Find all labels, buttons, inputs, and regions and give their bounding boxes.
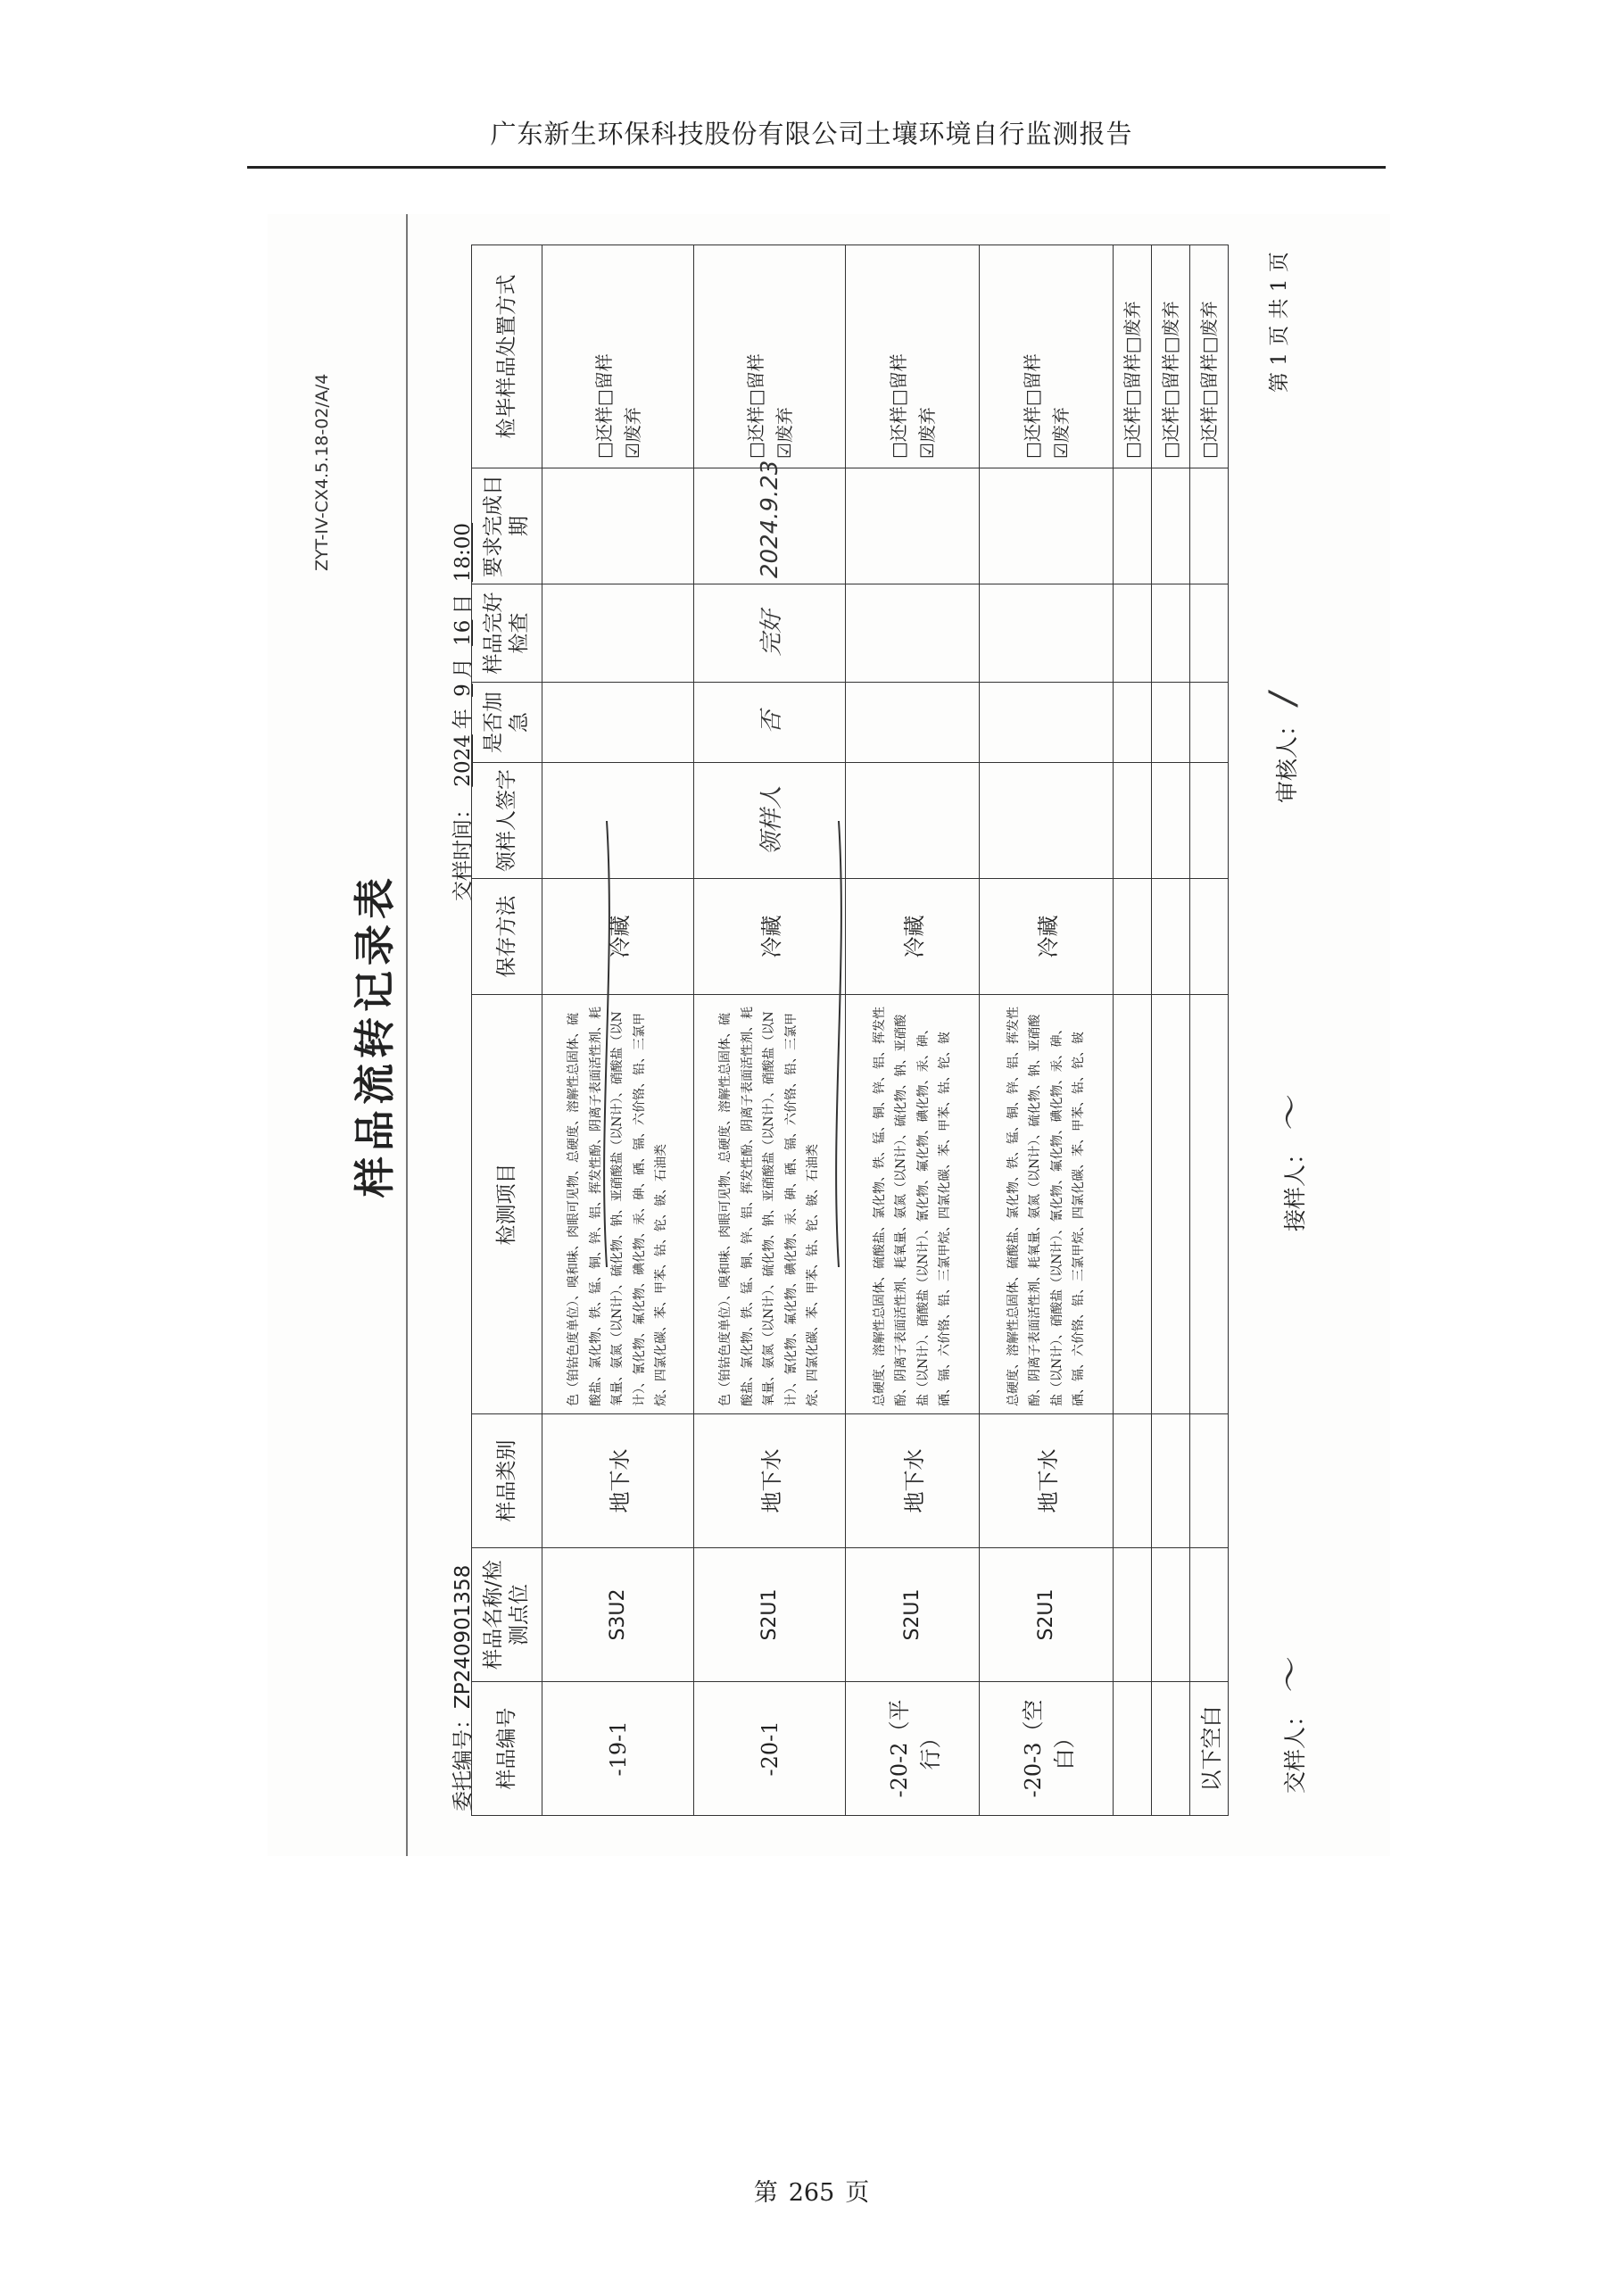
cell-name: S2U1 [980,1548,1114,1682]
footer-prefix: 第 [753,2179,778,2207]
cell-items: 色（铂钴色度单位）、嗅和味、肉眼可见物、总硬度、溶解性总固体、硫酸盐、氯化物、铁、锰、铜、锌、铝、挥发性酚、阴离子表面活性剂、耗氧量、氨氮（以N计）、硫化物、钠、亚硝酸盐（以N计）、硝酸盐（以N计）、氰化物、氟化物、碘化物、汞、砷、硒、镉、六价铬、铅、三氯甲烷、四氯化碳、苯、甲苯、钴、铊、铍、石油类 [542,995,694,1414]
disposal-discard: □废弃 [1160,301,1181,354]
header-name: 样品名称/检测点位 [472,1548,542,1682]
cell-due: 2024.9.23 [694,468,846,584]
receiver-signature-mark: 〜 [1271,1097,1312,1133]
sheet-rotated-content [268,214,1390,1856]
footer-number: 265 [788,2179,835,2207]
cell-empty [1190,584,1229,683]
cell-receiver [980,763,1114,879]
disposal-checked: ☑废弃 [915,407,938,459]
cell-type: 地下水 [694,1414,846,1548]
header-disposal: 检毕样品处置方式 [472,245,542,468]
header-urgent: 是否加急 [472,683,542,763]
disposal-options: □还样□留样 [1021,353,1043,459]
form-title: 样品流转记录表 [351,873,399,1198]
cell-empty [1114,683,1152,763]
table-row [1114,245,1152,1816]
disposal-checked: ☑废弃 [1049,407,1072,459]
table-row [1152,245,1190,1816]
header-storage: 保存方法 [472,879,542,995]
receiver-label: 接样人： [1282,1141,1308,1231]
deliverer-signature [1263,1660,1313,1794]
form-code: ZYT-IV-CX4.5.18-02/A/4 [312,373,332,571]
header-items: 检测项目 [472,995,542,1414]
cell-disposal [846,245,980,468]
cell-type: 地下水 [980,1414,1114,1548]
disposal-options: □还样□留样 [1122,353,1143,459]
cell-disposal [1190,245,1229,468]
cell-empty [1152,995,1190,1414]
cell-urgent [980,683,1114,763]
year-unit: 年 [451,709,475,730]
title-rule [406,214,408,1856]
cell-empty [1152,763,1190,879]
cell-empty [1114,584,1152,683]
brace-line [836,821,841,1267]
cell-empty [1114,468,1152,584]
disposal-options: □还样□留样 [887,353,909,459]
table-header-row [472,245,542,1816]
cell-urgent: 否 [694,683,846,763]
cell-sample-no: -20-3（空白） [980,1682,1114,1816]
cell-empty [1190,468,1229,584]
day-unit: 日 [451,593,475,615]
cell-receiver: 领样人 [694,763,846,879]
commission-label: 委托编号： [451,1709,475,1811]
page-footer [0,2173,1623,2208]
cell-name: S2U1 [846,1548,980,1682]
header-sample-no: 样品编号 [472,1682,542,1816]
cell-sample-no [1152,1682,1190,1816]
cell-storage: 冷藏 [694,879,846,995]
cell-items: 色（铂钴色度单位）、嗅和味、肉眼可见物、总硬度、溶解性总固体、硫酸盐、氯化物、铁、锰、铜、锌、铝、挥发性酚、阴离子表面活性剂、耗氧量、氨氮（以N计）、硫化物、钠、亚硝酸盐（以N计）、硝酸盐（以N计）、氰化物、氟化物、碘化物、汞、砷、硒、镉、六价铬、铅、三氯甲烷、四氯化碳、苯、甲苯、钴、铊、铍、石油类 [694,995,846,1414]
cell-sample-no: -19-1 [542,1682,694,1816]
disposal-options: □还样□留样 [1160,353,1181,459]
cell-due [846,468,980,584]
reviewer-label: 审核人： [1274,713,1300,803]
handover-year: 2024 [451,734,475,787]
cell-disposal [542,245,694,468]
cell-empty [1152,1548,1190,1682]
header-intact: 样品完好检查 [472,584,542,683]
cell-empty [1152,468,1190,584]
cell-disposal [1152,245,1190,468]
handover-label: 交样时间： [451,799,475,901]
sheet-page-number: 第 1 页 共 1 页 [1268,252,1291,393]
cell-intact [542,584,694,683]
cell-empty [1190,763,1229,879]
report-header: 广东新生环保科技股份有限公司土壤环境自行监测报告 [490,119,1133,149]
disposal-discard: □废弃 [1198,301,1220,354]
cell-empty [1190,879,1229,995]
cell-storage: 冷藏 [980,879,1114,995]
cell-sample-no [1114,1682,1152,1816]
cell-storage: 冷藏 [846,879,980,995]
cell-sample-no: 以下空白 [1190,1682,1229,1816]
cell-empty [1114,879,1152,995]
cell-empty [1152,683,1190,763]
disposal-checked: ☑废弃 [773,407,795,459]
handover-time-value: 18:00 [451,522,475,583]
handover-month: 9 [451,684,475,697]
cell-name: S2U1 [694,1548,846,1682]
cell-items: 总硬度、溶解性总固体、硫酸盐、氯化物、铁、锰、铜、锌、铝、挥发性酚、阴离子表面活性剂、耗氧量、氨氮（以N计）、硫化物、钠、亚硝酸盐（以N计）、硝酸盐（以N计）、氰化物、氟化物、碘化物、汞、砷、硒、镉、六价铬、铅、三氯甲烷、四氯化碳、苯、甲苯、钴、铊、铍 [980,995,1114,1414]
cell-disposal [694,245,846,468]
cell-type: 地下水 [846,1414,980,1548]
handover-day: 16 [451,619,475,646]
disposal-options: □还样□留样 [592,353,615,459]
receiver-signature [1263,1098,1313,1231]
cell-empty [1114,1414,1152,1548]
cell-empty [1114,763,1152,879]
cell-empty [1190,683,1229,763]
cell-urgent [542,683,694,763]
month-unit: 月 [451,658,475,679]
disposal-checked: ☑废弃 [621,407,643,459]
table-row [980,245,1114,1816]
cell-intact: 完好 [694,584,846,683]
cell-disposal [980,245,1114,468]
header-rule [247,166,1386,169]
commission-value: ZP240901358 [451,1564,475,1709]
cell-items: 总硬度、溶解性总固体、硫酸盐、氯化物、铁、锰、铜、锌、铝、挥发性酚、阴离子表面活性剂、耗氧量、氨氮（以N计）、硫化物、钠、亚硝酸盐（以N计）、硝酸盐（以N计）、氰化物、氟化物、碘化物、汞、砷、硒、镉、六价铬、铅、三氯甲烷、四氯化碳、苯、甲苯、钴、铊、铍 [846,995,980,1414]
cell-empty [1190,995,1229,1414]
cell-urgent [846,683,980,763]
cell-due [542,468,694,584]
header-type: 样品类别 [472,1414,542,1548]
disposal-options: □还样□留样 [1198,353,1220,459]
cell-sample-no: -20-2（平行） [846,1682,980,1816]
cell-empty [1152,1414,1190,1548]
cell-storage: 冷藏 [542,879,694,995]
cell-name: S3U2 [542,1548,694,1682]
cell-empty [1190,1548,1229,1682]
cell-sample-no: -20-1 [694,1682,846,1816]
deliverer-signature-mark: 〜 [1271,1659,1312,1695]
reviewer-value: / [1263,692,1304,705]
header-due: 要求完成日期 [472,468,542,584]
cell-type: 地下水 [542,1414,694,1548]
deliverer-label: 交样人： [1282,1703,1308,1794]
cell-intact [980,584,1114,683]
handwritten-brace-lines [535,803,874,1303]
scanned-sheet [268,214,1390,1856]
cell-empty [1190,1414,1229,1548]
cell-empty [1152,879,1190,995]
table-row [1190,245,1229,1816]
cell-due [980,468,1114,584]
cell-empty [1152,584,1190,683]
cell-empty [1114,1548,1152,1682]
brace-line [604,821,609,1267]
reviewer-signature [1263,693,1304,804]
disposal-options: □还样□留样 [744,353,766,459]
cell-empty [1114,995,1152,1414]
cell-intact [846,584,980,683]
disposal-discard: □废弃 [1122,301,1143,354]
cell-disposal [1114,245,1152,468]
header-receiver: 领样人签字 [472,763,542,879]
footer-suffix: 页 [845,2179,870,2207]
